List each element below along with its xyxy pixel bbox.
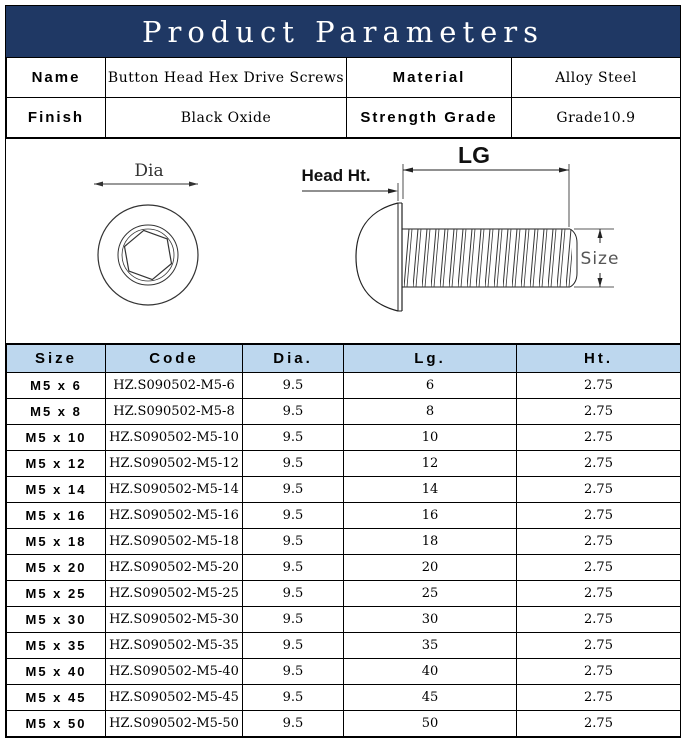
size-cell: M5 x 45 — [7, 685, 106, 711]
name-label: Name — [7, 58, 106, 98]
spec-table-header-row — [7, 344, 681, 373]
spec-table — [6, 343, 681, 737]
finish-value: Black Oxide — [106, 98, 347, 138]
code-cell: HZ.S090502-M5-6 — [106, 373, 243, 399]
dia-cell: 9.5 — [243, 555, 344, 581]
material-value: Alloy Steel — [512, 58, 681, 98]
hex-socket-icon — [125, 230, 172, 279]
ht-cell: 2.75 — [517, 659, 681, 685]
strength-grade-value: Grade10.9 — [512, 98, 681, 138]
code-cell: HZ.S090502-M5-10 — [106, 425, 243, 451]
ht-cell: 2.75 — [517, 581, 681, 607]
size-cell: M5 x 16 — [7, 503, 106, 529]
ht-cell: 2.75 — [517, 503, 681, 529]
code-cell: HZ.S090502-M5-8 — [106, 399, 243, 425]
ht-cell: 2.75 — [517, 399, 681, 425]
material-label: Material — [347, 58, 512, 98]
code-cell: HZ.S090502-M5-45 — [106, 685, 243, 711]
finish-label: Finish — [7, 98, 106, 138]
dia-cell: 9.5 — [243, 503, 344, 529]
lg-cell: 20 — [344, 555, 517, 581]
code-cell: HZ.S090502-M5-16 — [106, 503, 243, 529]
ht-cell: 2.75 — [517, 373, 681, 399]
lg-cell: 45 — [344, 685, 517, 711]
dia-cell: 9.5 — [243, 373, 344, 399]
dia-cell: 9.5 — [243, 633, 344, 659]
ht-cell: 2.75 — [517, 477, 681, 503]
size-cell: M5 x 6 — [7, 373, 106, 399]
code-cell: HZ.S090502-M5-18 — [106, 529, 243, 555]
title-bar — [6, 6, 680, 57]
dia-cell: 9.5 — [243, 711, 344, 737]
size-cell: M5 x 18 — [7, 529, 106, 555]
table-row — [7, 711, 681, 737]
lg-cell: 16 — [344, 503, 517, 529]
table-row — [7, 685, 681, 711]
lg-cell: 12 — [344, 451, 517, 477]
dia-cell: 9.5 — [243, 425, 344, 451]
size-cell: M5 x 8 — [7, 399, 106, 425]
screw-top-view — [98, 205, 198, 305]
lg-cell: 35 — [344, 633, 517, 659]
code-cell: HZ.S090502-M5-40 — [106, 659, 243, 685]
table-row — [7, 607, 681, 633]
lg-cell: 14 — [344, 477, 517, 503]
table-row — [7, 529, 681, 555]
ht-cell: 2.75 — [517, 685, 681, 711]
ht-cell: 2.75 — [517, 607, 681, 633]
table-row — [7, 581, 681, 607]
table-row — [7, 555, 681, 581]
size-cell: M5 x 25 — [7, 581, 106, 607]
size-cell: M5 x 14 — [7, 477, 106, 503]
ht-cell: 2.75 — [517, 711, 681, 737]
size-cell: M5 x 50 — [7, 711, 106, 737]
table-row — [7, 373, 681, 399]
screw-diagram — [6, 139, 680, 343]
size-dimension — [574, 229, 619, 287]
dia-column-header: Dia. — [243, 344, 344, 373]
dia-cell: 9.5 — [243, 529, 344, 555]
size-dimension-label: Size — [580, 249, 620, 269]
dia-cell: 9.5 — [243, 607, 344, 633]
ht-column-header: Ht. — [517, 344, 681, 373]
technical-drawing — [6, 138, 680, 343]
spec-table-body — [7, 373, 681, 737]
code-cell: HZ.S090502-M5-20 — [106, 555, 243, 581]
table-row — [7, 399, 681, 425]
head-height-dimension — [302, 166, 398, 201]
table-row — [7, 659, 681, 685]
size-cell: M5 x 10 — [7, 425, 106, 451]
name-value: Button Head Hex Drive Screws — [106, 58, 347, 98]
code-cell: HZ.S090502-M5-14 — [106, 477, 243, 503]
head-height-dimension-label: Head Ht. — [301, 166, 371, 185]
dia-cell: 9.5 — [243, 581, 344, 607]
lg-cell: 8 — [344, 399, 517, 425]
ht-cell: 2.75 — [517, 555, 681, 581]
lg-cell: 40 — [344, 659, 517, 685]
product-parameters-sheet — [5, 5, 681, 738]
table-row — [7, 451, 681, 477]
ht-cell: 2.75 — [517, 529, 681, 555]
lg-cell: 6 — [344, 373, 517, 399]
lg-dimension — [403, 142, 569, 227]
lg-cell: 25 — [344, 581, 517, 607]
thread-texture — [404, 229, 572, 287]
page-title: Product Parameters — [141, 14, 545, 49]
info-row-name — [7, 58, 681, 98]
lg-dimension-label: LG — [458, 142, 490, 168]
size-cell: M5 x 12 — [7, 451, 106, 477]
dia-cell: 9.5 — [243, 399, 344, 425]
ht-cell: 2.75 — [517, 425, 681, 451]
ht-cell: 2.75 — [517, 633, 681, 659]
dia-cell: 9.5 — [243, 451, 344, 477]
dia-cell: 9.5 — [243, 659, 344, 685]
lg-cell: 18 — [344, 529, 517, 555]
table-row — [7, 633, 681, 659]
code-cell: HZ.S090502-M5-35 — [106, 633, 243, 659]
code-cell: HZ.S090502-M5-25 — [106, 581, 243, 607]
table-row — [7, 477, 681, 503]
lg-column-header: Lg. — [344, 344, 517, 373]
lg-cell: 10 — [344, 425, 517, 451]
table-row — [7, 503, 681, 529]
lg-cell: 50 — [344, 711, 517, 737]
strength-grade-label: Strength Grade — [347, 98, 512, 138]
dia-dimension-label: Dia — [134, 161, 164, 181]
size-cell: M5 x 40 — [7, 659, 106, 685]
info-table — [6, 57, 681, 138]
dia-cell: 9.5 — [243, 685, 344, 711]
code-column-header: Code — [106, 344, 243, 373]
dia-cell: 9.5 — [243, 477, 344, 503]
code-cell: HZ.S090502-M5-30 — [106, 607, 243, 633]
size-column-header: Size — [7, 344, 106, 373]
info-row-finish — [7, 98, 681, 138]
table-row — [7, 425, 681, 451]
size-cell: M5 x 35 — [7, 633, 106, 659]
size-cell: M5 x 20 — [7, 555, 106, 581]
lg-cell: 30 — [344, 607, 517, 633]
ht-cell: 2.75 — [517, 451, 681, 477]
dia-dimension — [94, 161, 198, 187]
code-cell: HZ.S090502-M5-50 — [106, 711, 243, 737]
size-cell: M5 x 30 — [7, 607, 106, 633]
code-cell: HZ.S090502-M5-12 — [106, 451, 243, 477]
